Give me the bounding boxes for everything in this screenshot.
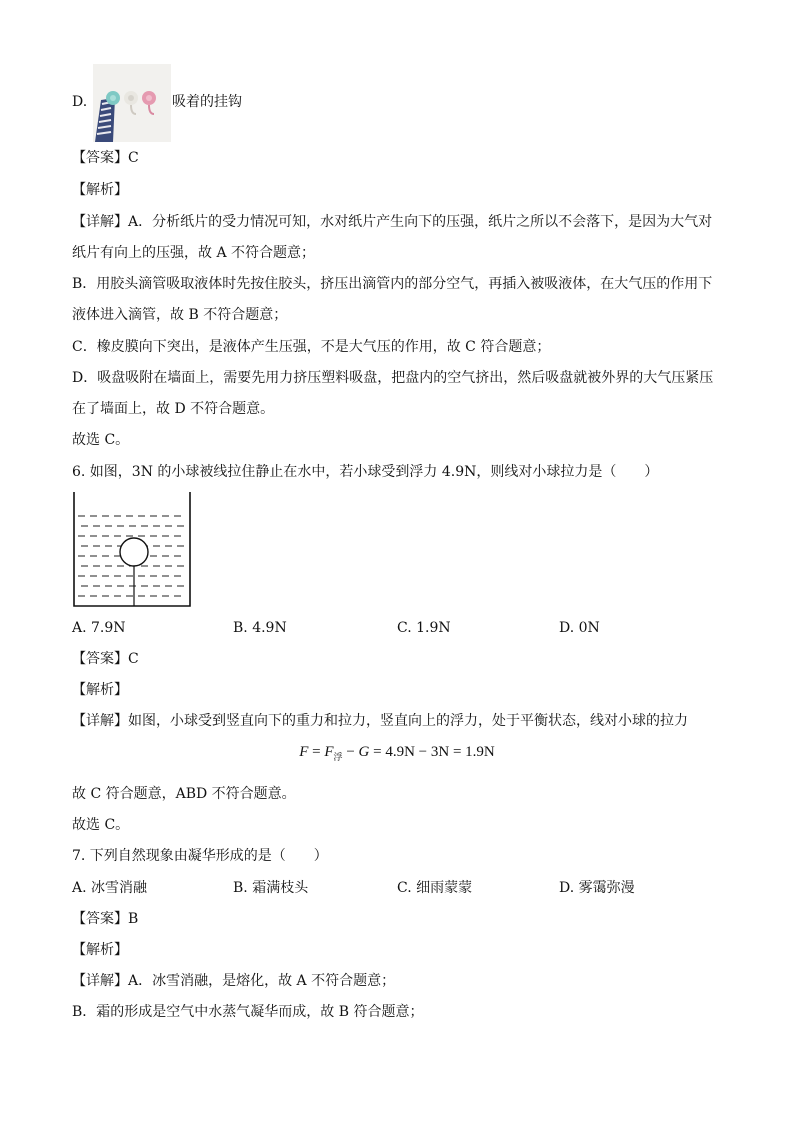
option-d-letter: D. [72,94,88,110]
q7-option-c: C. 细雨蒙蒙 [397,880,473,896]
detail-text: A．分析纸片的受力情况可知，水对纸片产生向下的压强，纸片之所以不会落下，是因为大气对 [128,214,713,230]
q7-option-a: A. 冰雪消融 [72,880,148,896]
answer-value: C [128,651,139,667]
tension-formula [0,744,794,761]
q7-stem: 7. 下列自然现象由凝华形成的是（ ） [72,848,328,864]
formula-f-buoyant: F [324,744,334,760]
option-d-text: 吸着的挂钩 [172,94,242,110]
q5-detail-line3: B．用胶头滴管吸取液体时先按住胶头，挤压出滴管内的部分空气，再插入被吸液体，在大气压的作用下 [72,276,713,292]
detail-label: 【详解】 [72,713,128,729]
answer-value: C [128,150,139,166]
suction-hook-photo [93,64,171,142]
answer-label: 【答案】 [72,150,128,166]
q5-detail-line1 [72,212,712,232]
ball-in-water-diagram [72,492,194,610]
answer-label: 【答案】 [72,911,128,927]
q6-conclusion1: 故 C 符合题意，ABD 不符合题意。 [72,786,296,802]
q6-conclusion2: 故选 C。 [72,817,130,833]
q5-conclusion: 故选 C。 [72,432,130,448]
q6-detail [72,711,688,731]
q7-analysis-label: 【解析】 [72,942,128,958]
q7-detail-line1 [72,971,395,991]
q6-option-a: A. 7.9N [72,620,126,636]
formula-minus: − [342,744,359,760]
q6-option-b: B. 4.9N [233,620,287,636]
q6-option-c: C. 1.9N [397,620,451,636]
q5-detail-line2: 纸片有向上的压强，故 A 不符合题意； [72,245,316,261]
q6-option-d: D. 0N [559,620,600,636]
q5-detail-line6: D．吸盘吸附在墙面上，需要先用力挤压塑料吸盘，把盘内的空气挤出，然后吸盘就被外界的大气压紧压 [72,370,714,386]
answer-label: 【答案】 [72,651,128,667]
q7-answer [72,909,138,929]
q5-analysis-label: 【解析】 [72,182,128,198]
q5-detail-line4: 液体进入滴管，故 B 不符合题意； [72,307,288,323]
q7-option-d: D. 雾霭弥漫 [559,880,635,896]
formula-f: F [299,744,309,760]
answer-value: B [128,911,139,927]
formula-subscript: 浮 [333,752,343,762]
q7-detail-line2: B．霜的形成是空气中水蒸气凝华而成，故 B 符合题意； [72,1004,424,1020]
q7-option-b: B. 霜满枝头 [233,880,309,896]
q6-answer [72,649,139,669]
formula-result: = 4.9N − 3N = 1.9N [369,744,495,760]
q5-answer [72,148,139,168]
detail-label: 【详解】 [72,214,128,230]
q5-detail-line5: C．橡皮膜向下突出，是液体产生压强，不是大气压的作用，故 C 符合题意； [72,339,551,355]
detail-text: 如图，小球受到竖直向下的重力和拉力，竖直向上的浮力，处于平衡状态，线对小球的拉力 [128,713,688,729]
detail-text: A．冰雪消融，是熔化，故 A 不符合题意； [128,973,396,989]
q5-detail-line7: 在了墙面上，故 D 不符合题意。 [72,401,275,417]
q6-stem: 6. 如图，3N 的小球被线拉住静止在水中，若小球受到浮力 4.9N，则线对小球拉力是（ ） [72,464,659,480]
formula-eq: = [308,744,325,760]
detail-label: 【详解】 [72,973,128,989]
formula-g: G [358,744,370,760]
q6-analysis-label: 【解析】 [72,682,128,698]
